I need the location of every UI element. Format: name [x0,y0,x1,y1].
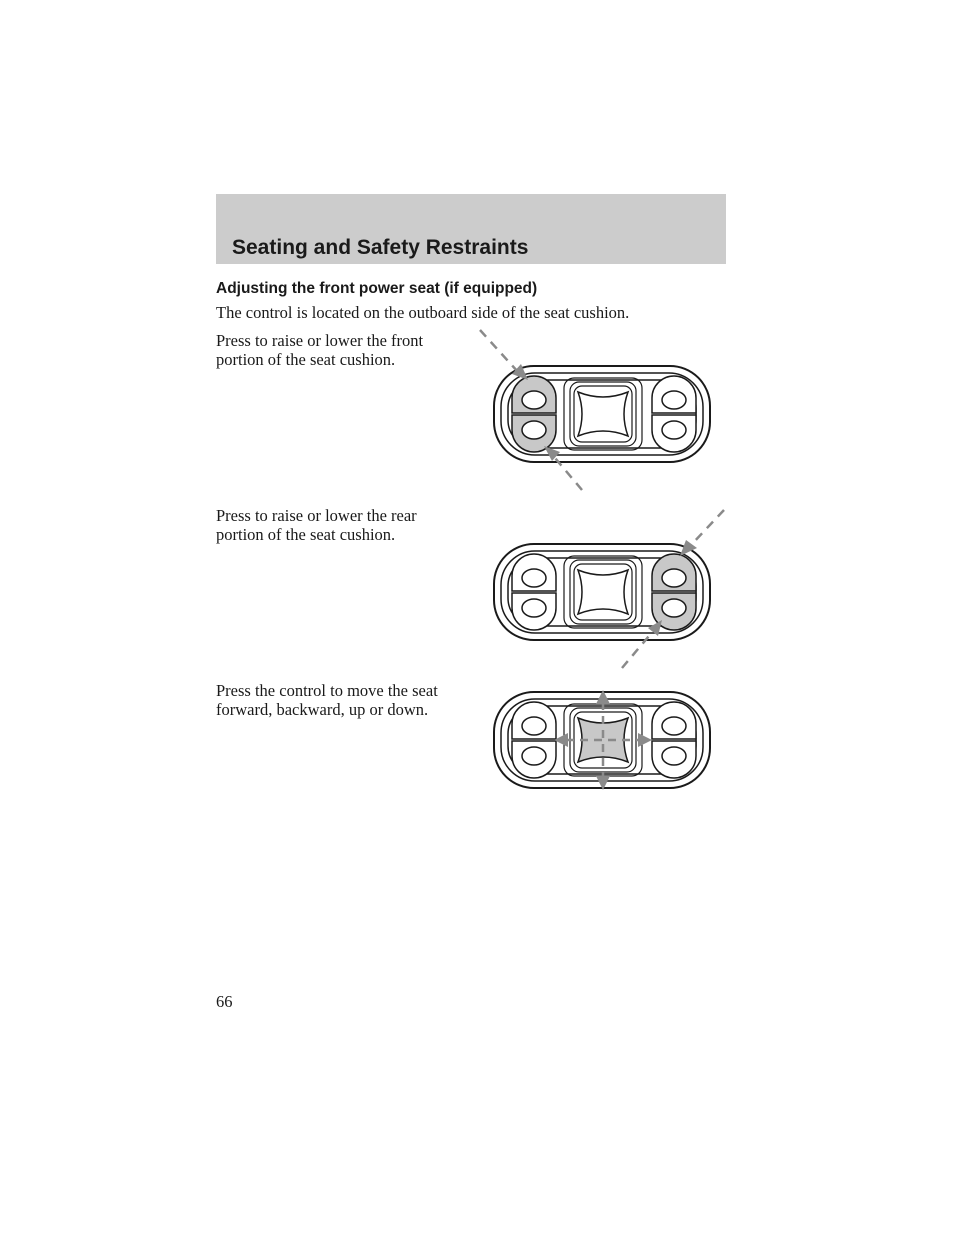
center-seat-switch-figure [470,644,720,794]
page-number: 66 [216,992,233,1011]
rear-tilt-button [652,554,696,630]
instruction-line: Press to raise or lower the front [216,331,424,350]
intro-paragraph: The control is located on the outboard side of the seat cushion. [216,303,630,322]
front-cushion-switch-figure [470,322,720,492]
instruction-line: portion of the seat cushion. [216,525,396,544]
front-tilt-button [512,376,556,452]
section-title: Seating and Safety Restraints [232,236,529,259]
instruction-line: portion of the seat cushion. [216,350,396,369]
instruction-line: Press the control to move the seat [216,681,438,700]
instruction-line: forward, backward, up or down. [216,700,429,719]
subheading: Adjusting the front power seat (if equipped) [216,280,538,297]
instruction-center-control [216,681,466,719]
instruction-line: Press to raise or lower the rear [216,506,417,525]
instruction-front-cushion [216,331,466,369]
instruction-rear-cushion [216,506,466,544]
